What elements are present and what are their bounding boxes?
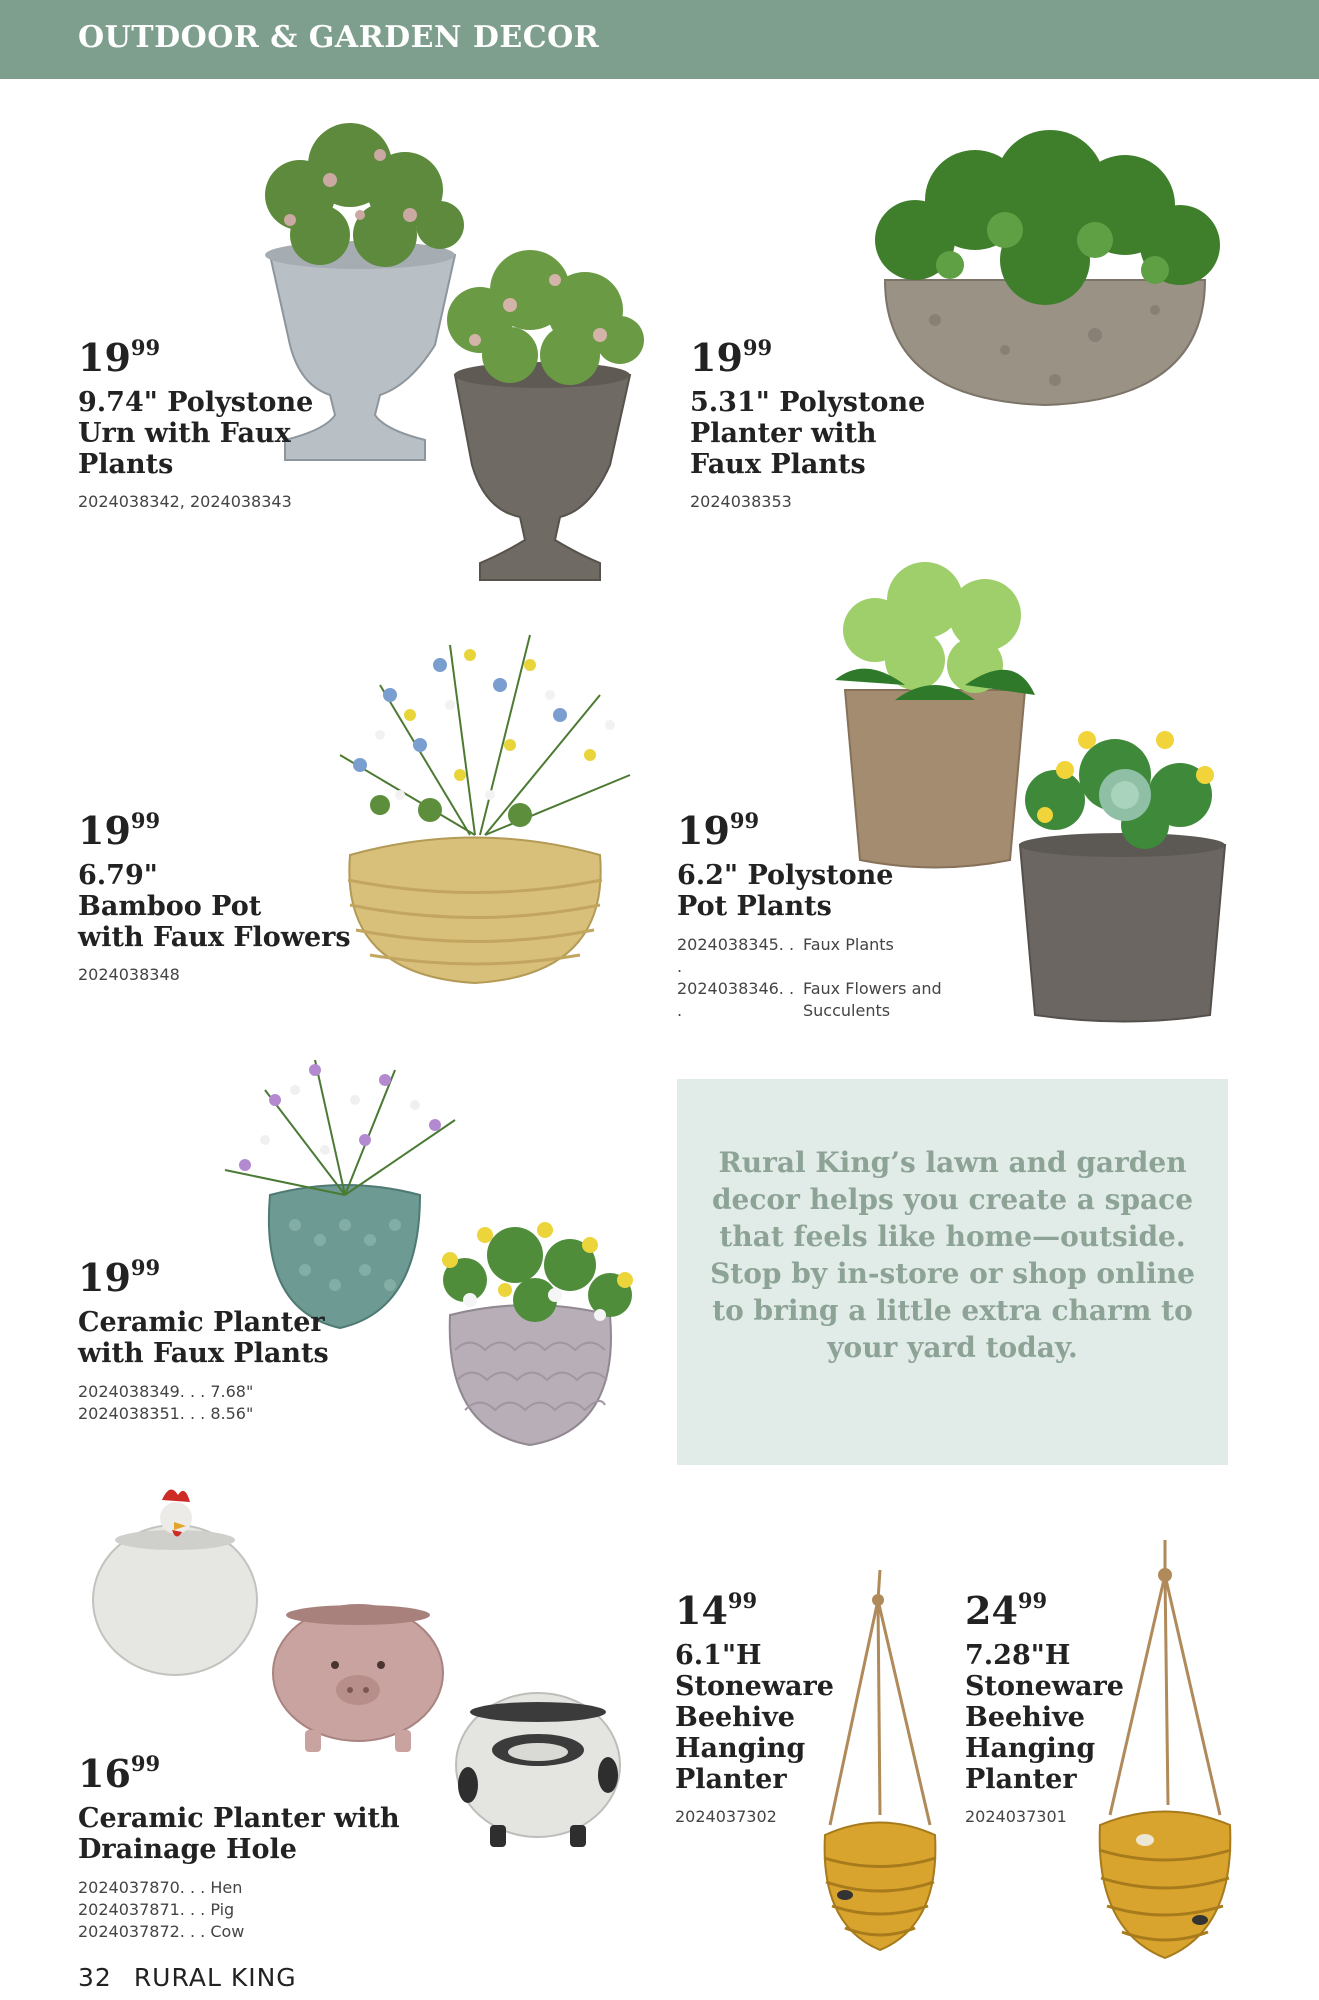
product-name: 6.2" Polystone Pot Plants	[677, 860, 894, 922]
sku: 2024038342, 2024038343	[78, 492, 292, 511]
product-beehive-planter-large	[965, 1588, 1124, 1826]
sku-row: 2024038351. . . 8.56"	[78, 1404, 254, 1423]
sku: 2024038353	[690, 492, 792, 511]
sku-row: 2024037870. . . Hen	[78, 1878, 243, 1897]
product-name: 7.28"H Stoneware Beehive Hanging Planter	[965, 1640, 1124, 1795]
product-name: 6.79" Bamboo Pot with Faux Flowers	[78, 860, 351, 953]
price: $16^{99}$	[78, 1751, 161, 1796]
product-polystone-planter	[690, 335, 926, 511]
product-name: Ceramic Planter with Faux Plants	[78, 1307, 329, 1369]
sku-row: 2024038346. . . Faux Flowers and Succulents	[677, 979, 942, 1020]
product-bamboo-pot	[78, 808, 351, 984]
sku-list	[677, 934, 953, 1022]
sku-row: 2024037872. . . Cow	[78, 1922, 245, 1941]
brand-name: RURAL KING	[133, 1963, 297, 1992]
sku-row: 2024037871. . . Pig	[78, 1900, 235, 1919]
product-name: 9.74" Polystone Urn with Faux Plants	[78, 387, 314, 480]
product-name: 5.31" Polystone Planter with Faux Plants	[690, 387, 926, 480]
bamboo-pot-image	[300, 605, 650, 995]
section-title: OUTDOOR & GARDEN DECOR	[78, 20, 600, 55]
price: $19^{99}$	[690, 335, 773, 380]
section-header	[0, 0, 1319, 79]
promo-text: Rural King’s lawn and garden decor helps you create a space that feels like home—outside. Stop by in-store or shop online to bring a little extra charm to your yard today.	[710, 1146, 1195, 1364]
price: $19^{99}$	[78, 1255, 161, 1300]
price: $24^{99}$	[965, 1588, 1048, 1633]
sku: 2024037302	[675, 1807, 777, 1826]
sku: 2024038348	[78, 965, 180, 984]
sku-list	[78, 1877, 400, 1943]
sku: 2024037301	[965, 1807, 1067, 1826]
page-number: 32	[78, 1963, 112, 1992]
product-name: 6.1"H Stoneware Beehive Hanging Planter	[675, 1640, 834, 1795]
product-ceramic-planter	[78, 1255, 329, 1425]
promo-box	[677, 1079, 1228, 1465]
price: $19^{99}$	[78, 808, 161, 853]
product-ceramic-drainage-planter	[78, 1751, 400, 1943]
product-polystone-pot-plants	[677, 808, 953, 1022]
price: $19^{99}$	[78, 335, 161, 380]
price: $19^{99}$	[677, 808, 760, 853]
page-footer	[78, 1963, 297, 1992]
price: $14^{99}$	[675, 1588, 758, 1633]
product-polystone-urn	[78, 335, 314, 511]
product-beehive-planter-small	[675, 1588, 834, 1826]
sku-list	[78, 1381, 329, 1425]
sku-row: 2024038345. . . Faux Plants	[677, 935, 894, 976]
sku-row: 2024038349. . . 7.68"	[78, 1382, 254, 1401]
product-name: Ceramic Planter with Drainage Hole	[78, 1803, 400, 1865]
